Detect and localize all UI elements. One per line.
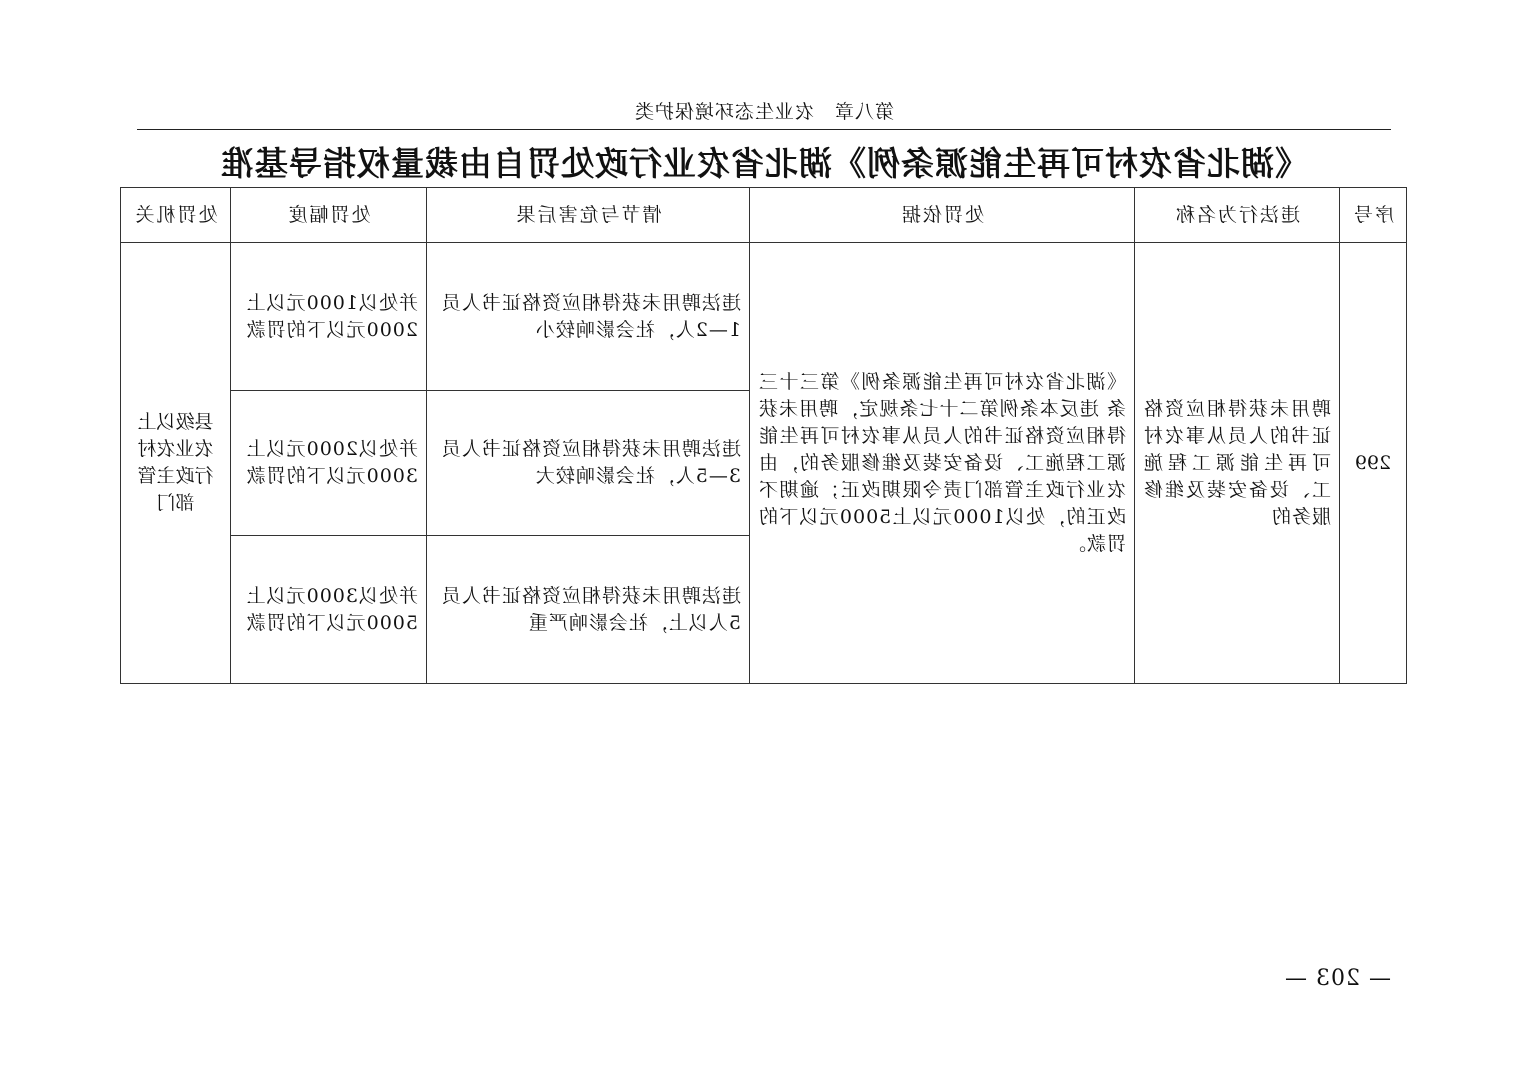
cell-penalty-range-1: 并处以1000元以上2000元以下的罚款 [231,243,427,391]
document-title: 《湖北省农村可再生能源条例》湖北省农业行政处罚自由裁量权指导基准 [220,144,1308,183]
table-row [121,243,1407,391]
header-no: 序号 [1340,188,1407,243]
header-circumstances: 情节与危害后果 [427,188,750,243]
cell-violation-name: 聘用未获得相应资格证书的人员从事农村可再生能源工程施工、设备安装及维修服务的 [1135,243,1340,684]
header-rule [137,129,1391,130]
header-authority: 处罚机关 [121,188,231,243]
cell-circumstances-2: 违法聘用未获得相应资格证书人员3—5人，社会影响较大 [427,391,750,536]
cell-circumstances-3: 违法聘用未获得相应资格证书人员5人以上，社会影响严重 [427,536,750,684]
cell-no: 299 [1340,243,1407,684]
cell-penalty-range-2: 并处以2000元以上3000元以下的罚款 [231,391,427,536]
cell-penalty-basis: 《湖北省农村可再生能源条例》第三十三条 违反本条例第二十七条规定，聘用未获得相应资格证书的人员从事农村可再生能源工程施工、设备安装及维修服务的，由农业行政主管部门责令限期改正；逾期不改正的，处以1000元以上5000元以下的罚款。 [750,243,1135,684]
header-penalty-range: 处罚幅度 [231,188,427,243]
page-number: — 203 — [1284,966,1391,991]
cell-circumstances-1: 违法聘用未获得相应资格证书人员1—2人，社会影响较小 [427,243,750,391]
penalty-standard-table [120,187,1407,684]
cell-penalty-range-3: 并处以3000元以上5000元以下的罚款 [231,536,427,684]
cell-authority: 县级以上农业农村行政主管部门 [121,243,231,684]
header-penalty-basis: 处罚依据 [750,188,1135,243]
table-header-row [121,188,1407,243]
header-violation-name: 违法行为名称 [1135,188,1340,243]
running-head: 第八章 农业生态环境保护类 [634,101,895,123]
